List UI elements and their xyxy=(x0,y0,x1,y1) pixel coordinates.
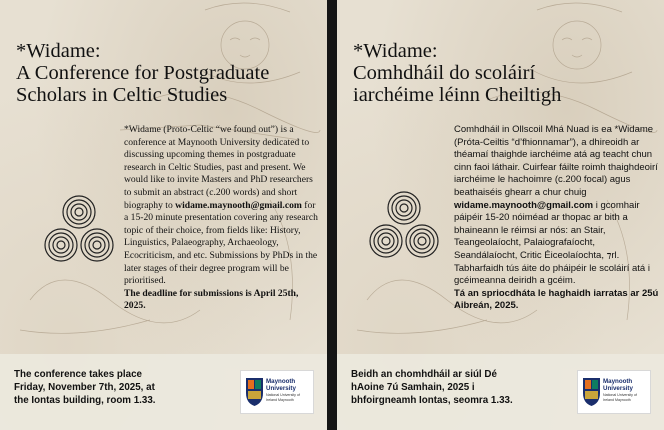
crest-icon xyxy=(582,377,601,407)
logo-subtitle: National University of Ireland Maynooth xyxy=(603,393,637,402)
logo-wordmark xyxy=(266,378,296,392)
poster-body xyxy=(454,124,659,313)
body-details: gcomhair páipéir 15-20 nóiméad ar thopac ar bith a bhaineann le réimsi ar nós: an Stair, Teangeolaíocht, Palaiografaíocht, Seandálaíocht, Critic Éiceolaíochta, ⁊rl. Tabharfaidh tús áite do pháipéir le scoláirí atá i gcéimeanna deiridh a gcéim. xyxy=(454,199,650,287)
logo-line-2: University xyxy=(603,385,633,392)
logo-wordmark xyxy=(603,378,633,392)
event-details xyxy=(351,368,571,407)
event-details xyxy=(14,368,234,407)
body-intro: *Widame (Proto-Celtic “we found out”) is a conference at Maynooth University dedicated to discussing upcoming themes in postgraduate research in Celtic Studies, past and present. We would like to invite Masters and PhD researchers to submit an abstract (c.200 words) and short biography to xyxy=(124,124,313,211)
title-line-1: *Widame: xyxy=(353,40,438,62)
triskele-icon xyxy=(365,186,443,266)
poster-title xyxy=(353,40,653,106)
logo-line-1: Maynooth xyxy=(603,378,633,385)
footer-panel xyxy=(337,354,664,430)
event-line-1: Beidh an chomhdháil ar siúl Dé xyxy=(351,369,497,380)
contact-email: widame.maynooth@gmail.com xyxy=(175,199,302,211)
deadline: The deadline for submissions is April 25th, 2025. xyxy=(124,287,299,312)
title-line-1: *Widame: xyxy=(16,40,101,62)
event-line-2: hAoine 7ú Samhain, 2025 i xyxy=(351,382,475,393)
body-details: for a 15-20 minute presentation covering any research topic of their choice, from fields like: History, Linguistics, Palaeography, Archaeology, Ecocriticism, and etc. Submissions by PhDs in the later stages of their degree program will be prioritised. xyxy=(124,199,318,287)
title-line-2: Comhdháil do scoláirí xyxy=(353,62,536,84)
maynooth-logo xyxy=(577,370,651,414)
body-intro: Comhdháil in Ollscoil Mhá Nuad is ea *Widame (Próta-Ceiltis “d’fhionnamar”), a dhireoidh ar théamaí thaighde iarchéime atá ag teacht chun cinn faoi láthair. Cuirfear fáilte roimh thaighdeoirí iarchéime le hachoimre (c.200 focal) agus beathaiséis ghearr a chur chuig xyxy=(454,124,658,198)
poster-irish xyxy=(337,0,664,430)
event-line-2: Friday, November 7th, 2025, at xyxy=(14,382,155,393)
event-line-1: The conference takes place xyxy=(14,369,142,380)
email-suffix: i xyxy=(593,199,598,211)
crest-icon xyxy=(245,377,264,407)
maynooth-logo xyxy=(240,370,314,414)
deadline: Tá an spriocdháta le haghaidh iarratas ar 25ú Aibreán, 2025. xyxy=(454,287,659,312)
logo-line-1: Maynooth xyxy=(266,378,296,385)
footer-panel xyxy=(0,354,327,430)
poster-english xyxy=(0,0,327,430)
logo-subtitle: National University of Ireland Maynooth xyxy=(266,393,300,402)
logo-line-2: University xyxy=(266,385,296,392)
triskele-icon xyxy=(40,190,118,270)
title-line-2: A Conference for Postgraduate xyxy=(16,62,270,84)
poster-title xyxy=(16,40,316,106)
title-line-3: iarchéime léinn Cheiltigh xyxy=(353,84,562,106)
event-line-3: bhfoirgneamh Iontas, seomra 1.33. xyxy=(351,395,513,406)
title-line-3: Scholars in Celtic Studies xyxy=(16,84,228,106)
poster-body xyxy=(124,124,322,313)
event-line-3: the Iontas building, room 1.33. xyxy=(14,395,156,406)
contact-email: widame.maynooth@gmail.com xyxy=(454,199,594,211)
